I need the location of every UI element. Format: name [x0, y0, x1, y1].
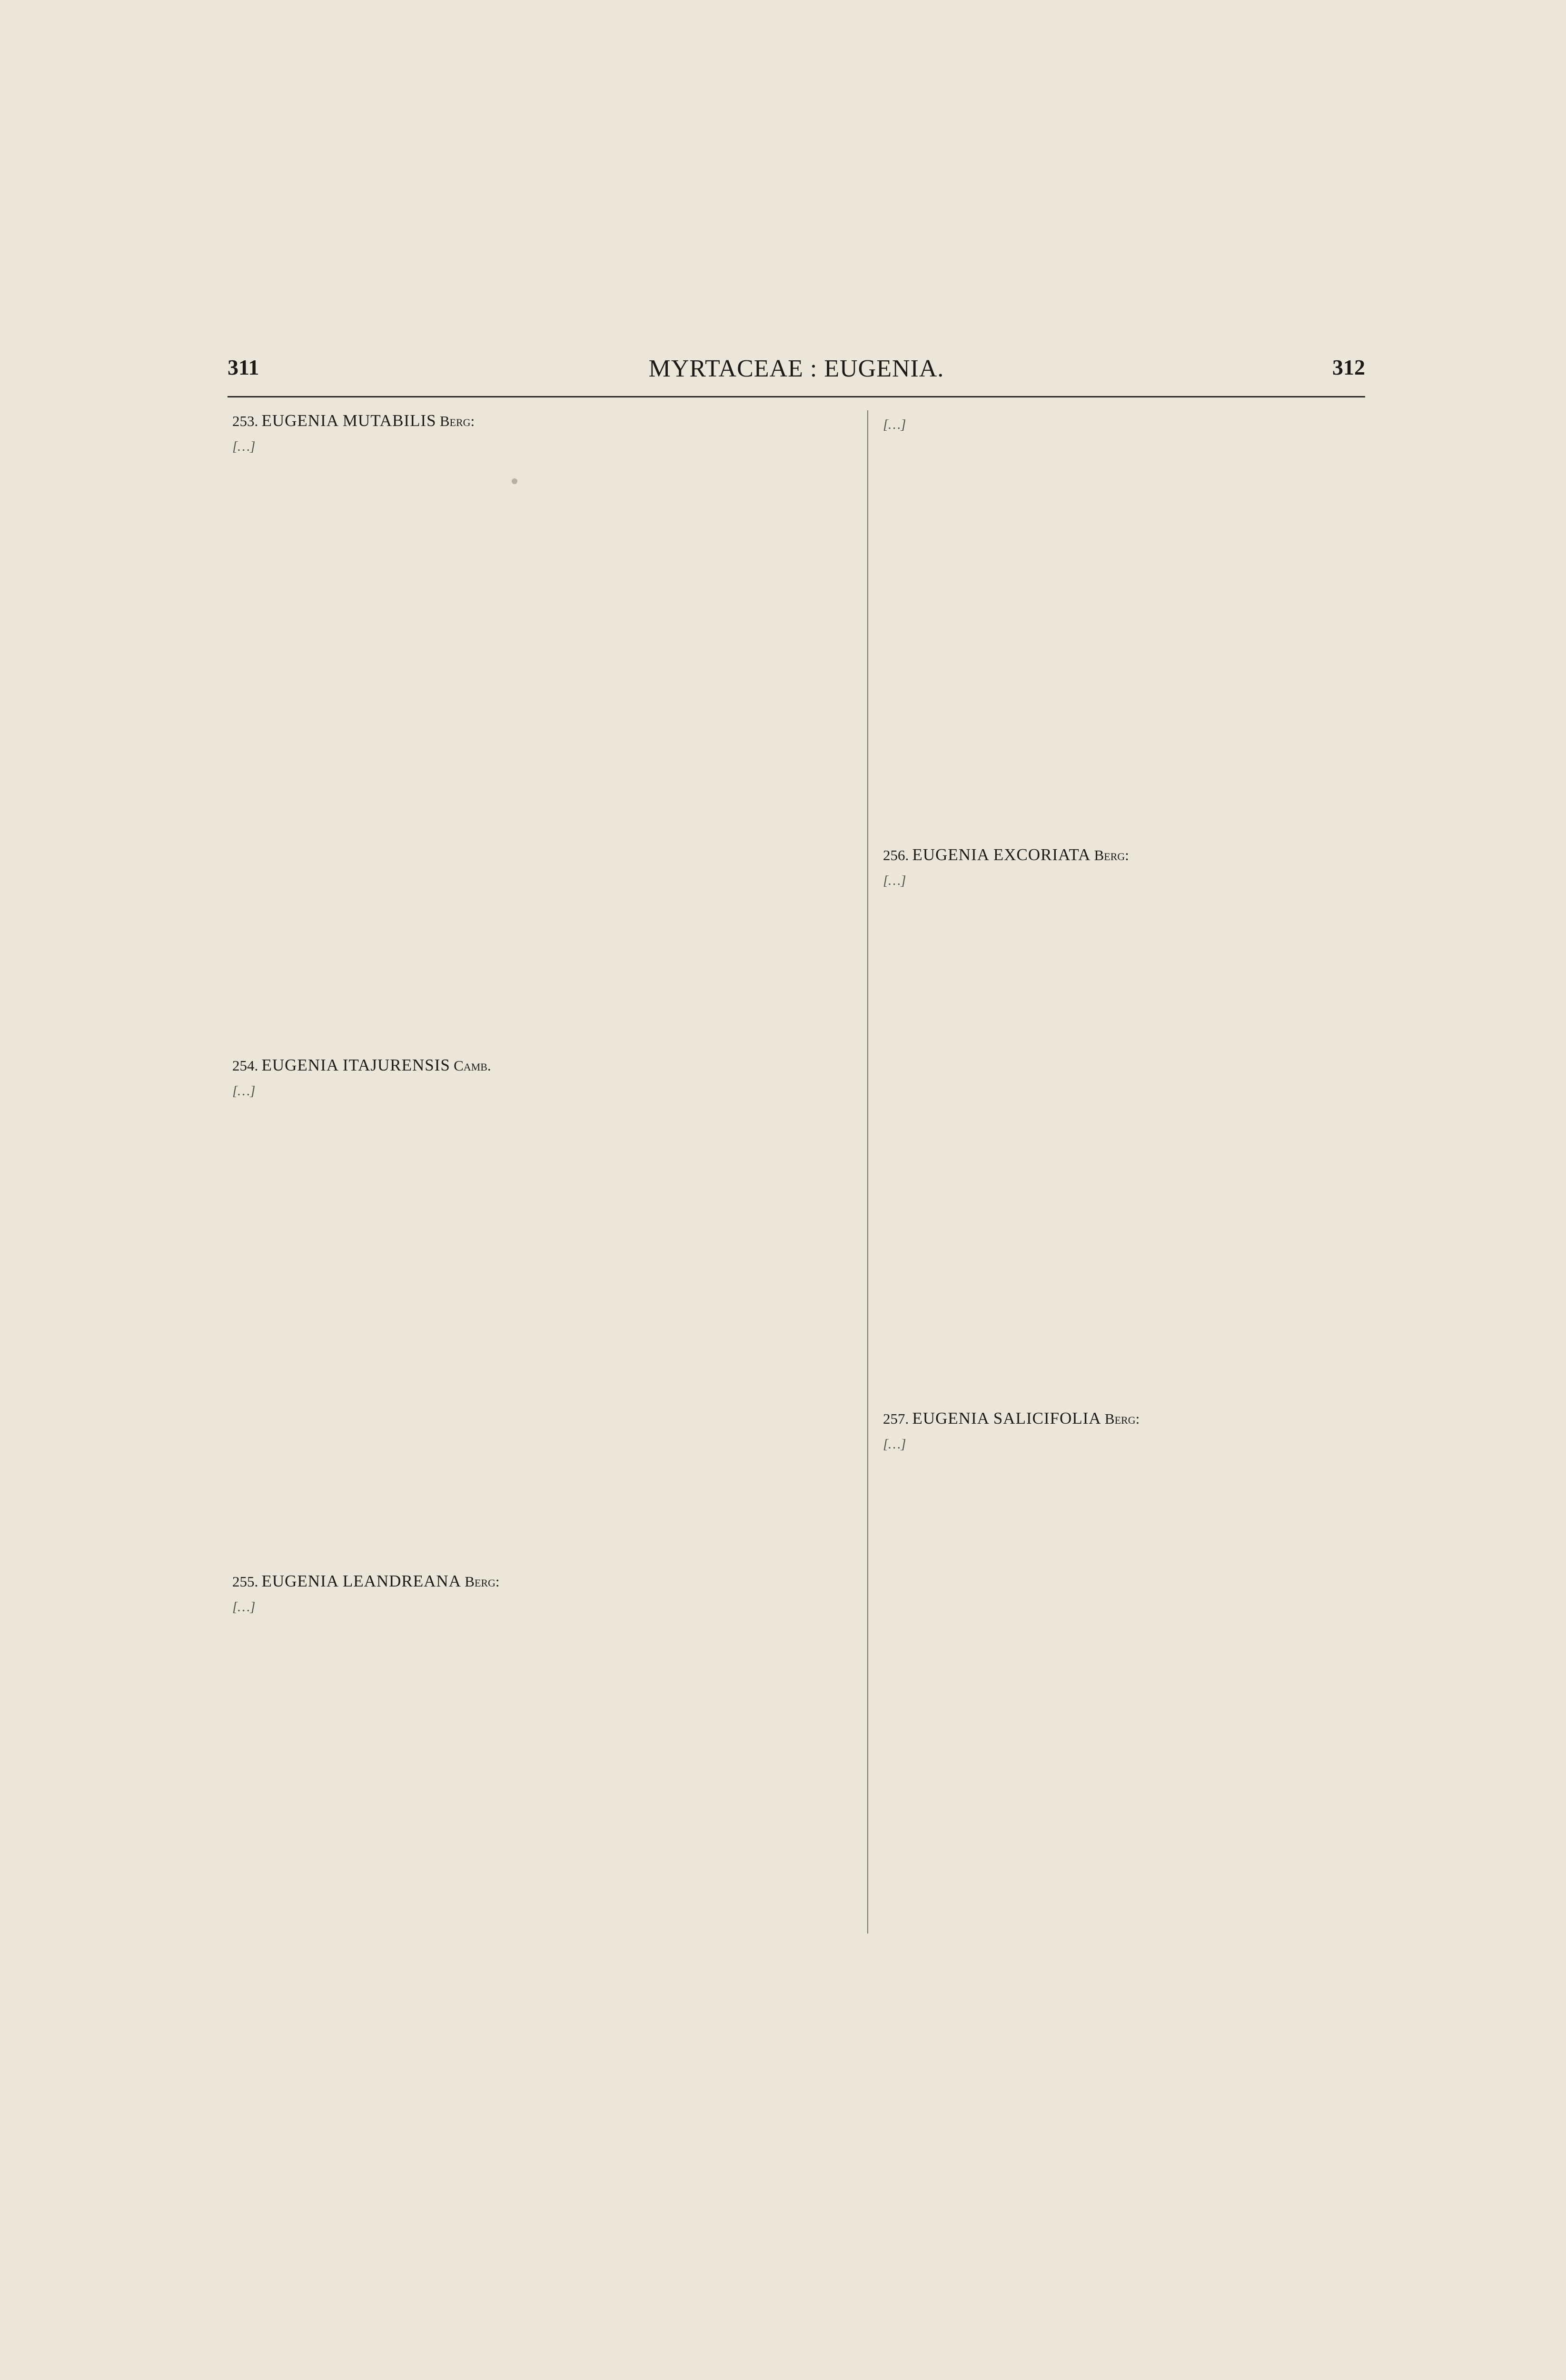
species-name: EUGENIA SALICIFOLIA [912, 1409, 1101, 1428]
column-divider [867, 410, 868, 1934]
header-rule [228, 396, 1365, 397]
species-author: Berg: [1104, 1410, 1140, 1427]
species-body: […] [883, 1437, 906, 1452]
species-name: EUGENIA ITAJURENSIS [261, 1056, 450, 1074]
species-number: 254. [232, 1057, 258, 1074]
species-author: Berg: [465, 1573, 500, 1590]
species-entry [232, 1055, 851, 1559]
species-name: EUGENIA EXCORIATA [912, 845, 1091, 864]
running-title: MYRTACEAE : EUGENIA. [648, 355, 944, 382]
species-body: […] [232, 1599, 256, 1615]
right-column [883, 410, 1502, 1895]
species-body: […] [883, 873, 906, 888]
print-smudge [512, 478, 517, 484]
species-number: 255. [232, 1573, 258, 1590]
species-author: Berg: [1094, 847, 1129, 863]
species-body: […] [883, 417, 906, 432]
species-entry [232, 410, 851, 1043]
species-number: 253. [232, 413, 258, 429]
page-number-left: 311 [228, 355, 259, 379]
species-name: EUGENIA LEANDREANA [261, 1572, 461, 1590]
left-column [232, 410, 851, 1887]
species-number: 257. [883, 1410, 909, 1427]
species-number: 256. [883, 847, 909, 863]
species-body: […] [232, 439, 256, 454]
species-entry [232, 1571, 851, 1875]
species-entry [883, 844, 1502, 1397]
species-body: […] [232, 1083, 256, 1099]
page-header [228, 355, 1365, 397]
species-name: EUGENIA MUTABILIS [261, 411, 436, 430]
species-author: Berg: [439, 413, 475, 429]
species-author: Camb. [454, 1057, 491, 1074]
species-entry [883, 414, 1502, 833]
species-entry [883, 1408, 1502, 1884]
page-number-right: 312 [1332, 355, 1365, 379]
